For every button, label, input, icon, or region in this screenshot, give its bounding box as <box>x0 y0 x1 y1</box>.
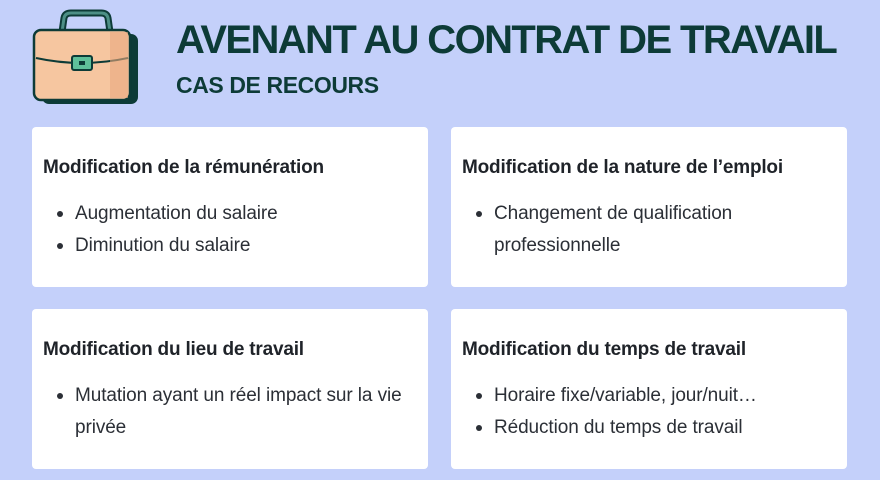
bullet-icon <box>476 211 482 217</box>
card-list <box>462 380 827 444</box>
list-item <box>43 380 408 444</box>
list-item-text: Changement de qualification professionnelle <box>494 203 733 256</box>
bullet-icon <box>57 211 63 217</box>
list-item <box>43 230 408 262</box>
bullet-icon <box>57 243 63 249</box>
page-title: AVENANT AU CONTRAT DE TRAVAIL <box>176 18 837 62</box>
card-nature-emploi <box>451 127 847 287</box>
list-item <box>462 412 827 444</box>
list-item-text: Réduction du temps de travail <box>494 417 743 438</box>
list-item-text: Mutation ayant un réel impact sur la vie privée <box>75 385 402 438</box>
card-remuneration <box>32 127 428 287</box>
list-item-text: Horaire fixe/variable, jour/nuit… <box>494 385 757 406</box>
card-list <box>43 380 408 444</box>
card-lieu-travail <box>32 309 428 469</box>
card-title: Modification du lieu de travail <box>43 339 304 360</box>
card-title: Modification du temps de travail <box>462 339 746 360</box>
card-list <box>462 198 827 262</box>
list-item-text: Diminution du salaire <box>75 235 251 256</box>
list-item <box>462 198 827 262</box>
bullet-icon <box>476 425 482 431</box>
list-item <box>43 198 408 230</box>
card-title: Modification de la nature de l’emploi <box>462 157 783 178</box>
page-subtitle: CAS DE RECOURS <box>176 72 379 98</box>
list-item-text: Augmentation du salaire <box>75 203 278 224</box>
card-temps-travail <box>451 309 847 469</box>
bullet-icon <box>476 393 482 399</box>
card-list <box>43 198 408 262</box>
header <box>0 0 880 120</box>
list-item <box>462 380 827 412</box>
card-title: Modification de la rémunération <box>43 157 324 178</box>
bullet-icon <box>57 393 63 399</box>
briefcase-icon <box>26 8 144 108</box>
